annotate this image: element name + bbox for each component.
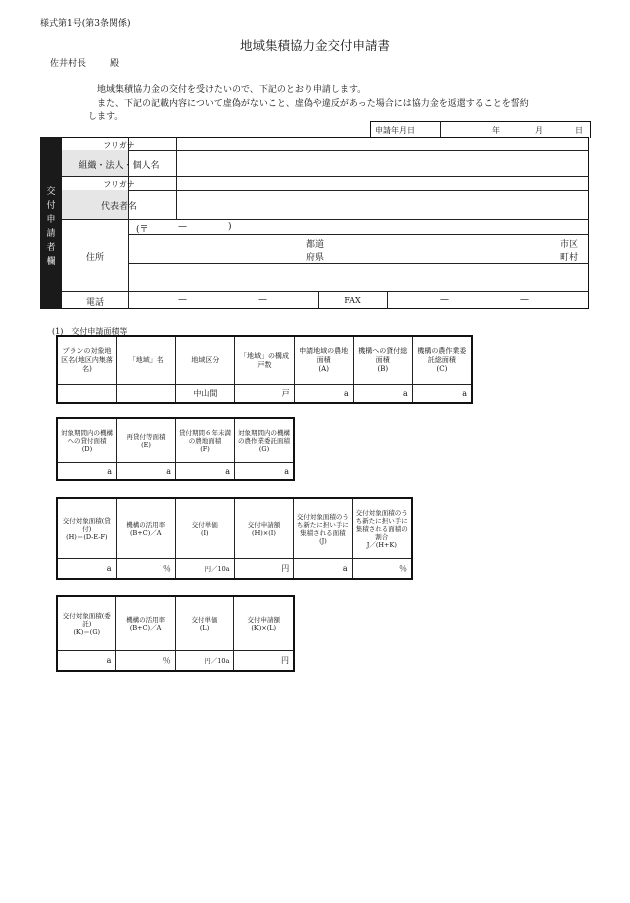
postal-open: (〒 — [136, 225, 149, 235]
date-label: 申請年月日 — [375, 126, 415, 135]
t3-cell-amount[interactable]: 円 — [234, 559, 294, 579]
fax-dash-1: — — [440, 295, 449, 305]
t2-header-f: 貸付期間６年未満の農地面積 (F) — [176, 419, 235, 463]
prefecture-todo: 都道 — [306, 240, 325, 250]
form-number: 様式第1号(第3条関係) — [40, 19, 131, 29]
honorific: 殿 — [110, 59, 120, 69]
t4-cell-k[interactable]: a — [58, 651, 116, 671]
furigana-label-1: フリガナ — [103, 141, 135, 150]
t3-header-i: 交付単価 (I) — [175, 499, 234, 559]
addressee: 佐井村長 — [50, 59, 87, 69]
t1-cell-area-a[interactable]: a — [294, 385, 353, 403]
fax-dash-2: — — [520, 295, 529, 305]
t4-header-usage: 機構の活用率 (B+C)／A — [116, 597, 175, 651]
t1-header-region: 「地域」名 — [117, 337, 176, 385]
t1-cell-area-c[interactable]: a — [412, 385, 471, 403]
t3-header-ratio: 交付対象面積のうち新たに担い手に集積される面積の割合 J／(H+K) — [352, 499, 411, 559]
t1-cell-area-b[interactable]: a — [353, 385, 412, 403]
town-chouson: 町村 — [560, 253, 579, 263]
city-shiku: 市区 — [560, 240, 579, 250]
furigana-label-2: フリガナ — [103, 180, 135, 189]
t2-cell-e[interactable]: a — [117, 463, 176, 480]
address-detail-input[interactable] — [129, 264, 588, 290]
t2-cell-d[interactable]: a — [58, 463, 117, 480]
t2-header-e: 再貸付等面積 (E) — [117, 419, 176, 463]
t4-header-amount: 交付申請額 (K)×(L) — [234, 597, 294, 651]
representative-label: 代表者名 — [100, 202, 137, 212]
table-consignment-grant — [57, 596, 294, 671]
intro-line-1: 地域集積協力金の交付を受けたいので、下記のとおり申請します。 — [97, 85, 367, 95]
t1-header-area-a: 申請地域の農地面積 (A) — [294, 337, 353, 385]
fax-label: FAX — [344, 296, 361, 305]
applicant-side-label: 交付申請者欄 — [46, 187, 56, 267]
t1-cell-district[interactable] — [58, 385, 117, 403]
t3-header-usage: 機構の活用率 (B+C)／A — [116, 499, 175, 559]
t3-cell-usage[interactable]: ％ — [116, 559, 175, 579]
address-label: 住所 — [85, 253, 104, 263]
postal-dash: — — [178, 222, 187, 232]
t4-cell-l[interactable]: 円／10a — [175, 651, 234, 671]
postal-close: ) — [228, 222, 232, 232]
t4-header-l: 交付単価 (L) — [175, 597, 234, 651]
table-lending-grant — [57, 498, 412, 579]
prefecture-fuken: 府県 — [306, 253, 325, 263]
t1-header-area-c: 機構の農作業委託総面積 (C) — [412, 337, 471, 385]
t1-header-district: プランの対象地区名(地区内集落名) — [58, 337, 117, 385]
t3-cell-h[interactable]: a — [58, 559, 117, 579]
date-day[interactable]: 日 — [575, 126, 583, 135]
t4-cell-usage[interactable]: ％ — [116, 651, 175, 671]
t1-header-area-b: 機構への貸付総面積 (B) — [353, 337, 412, 385]
table-area-summary — [57, 336, 472, 403]
t1-cell-households[interactable]: 戸 — [235, 385, 294, 403]
representative-input[interactable] — [177, 191, 588, 218]
table-lending-areas — [57, 418, 294, 480]
date-year[interactable]: 年 — [492, 126, 500, 135]
t1-cell-region[interactable] — [117, 385, 176, 403]
page-title: 地域集積協力金交付申請書 — [239, 38, 390, 53]
t2-header-g: 対象期間内の機構の農作業委託面積 (G) — [234, 419, 293, 463]
phone-dash-1: — — [178, 295, 187, 305]
phone-label: 電話 — [85, 298, 104, 308]
t3-cell-i[interactable]: 円／10a — [175, 559, 234, 579]
date-month[interactable]: 月 — [535, 126, 543, 135]
t3-cell-j[interactable]: a — [294, 559, 352, 579]
t2-cell-f[interactable]: a — [176, 463, 235, 480]
org-name-input[interactable] — [177, 151, 588, 175]
intro-line-3: します。 — [88, 112, 124, 122]
t1-header-households: 「地域」の構成戸数 — [235, 337, 294, 385]
t4-header-k: 交付対象面積(委託) (K)＝(G) — [58, 597, 116, 651]
t3-header-h: 交付対象面積(貸付) (H)＝(D-E-F) — [58, 499, 117, 559]
t3-header-amount: 交付申請額 (H)×(I) — [234, 499, 294, 559]
phone-dash-2: — — [258, 295, 267, 305]
intro-line-2: また、下記の記載内容について虚偽がないこと、虚偽や違反があった場合には協力金を返還することを誓約 — [97, 99, 529, 109]
t2-header-d: 対象期間内の機構への貸付面積 (D) — [58, 419, 117, 463]
t3-cell-ratio[interactable]: ％ — [352, 559, 411, 579]
t4-cell-amount[interactable]: 円 — [234, 651, 294, 671]
org-name-label: 組織・法人・個人名 — [78, 161, 160, 171]
t3-header-j: 交付対象面積のうち新たに担い手に集積される面積 (J) — [294, 499, 352, 559]
section-1-title: (1) 交付申請面積等 — [52, 327, 128, 336]
t1-header-category: 地域区分 — [176, 337, 235, 385]
t1-cell-category[interactable]: 中山間 — [176, 385, 235, 403]
t2-cell-g[interactable]: a — [234, 463, 293, 480]
